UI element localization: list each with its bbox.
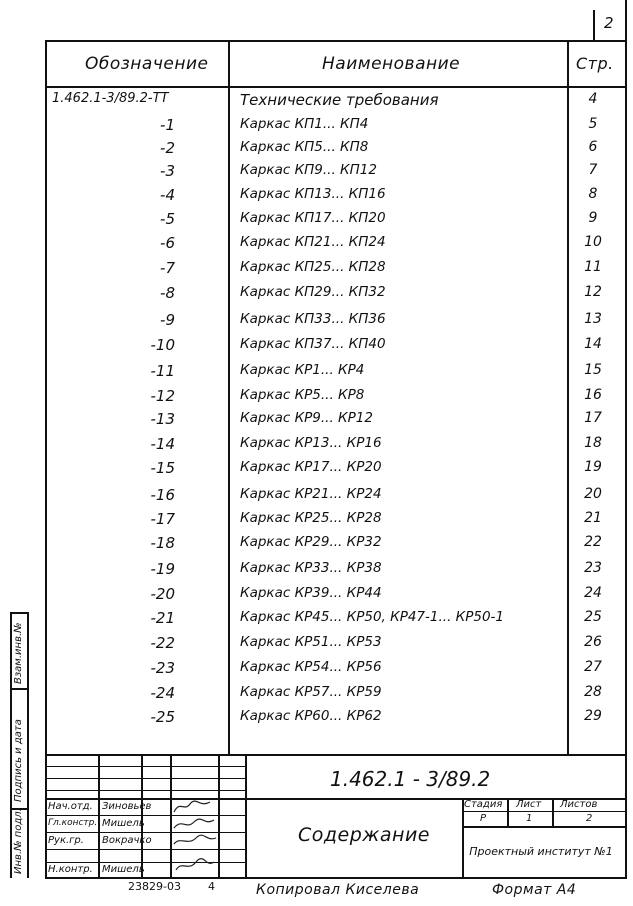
stamp-title: Содержание (298, 824, 430, 846)
row-page: 28 (584, 684, 602, 700)
row-page: 15 (584, 362, 602, 378)
row-name: Каркас КР60... КР62 (240, 708, 382, 724)
row-page: 9 (588, 210, 598, 226)
row-page: 16 (584, 387, 602, 403)
row-code: -18 (150, 534, 175, 552)
side-strip-line-2 (27, 612, 29, 878)
stage-line-1 (462, 811, 627, 812)
row-name: Каркас КП1... КП4 (240, 116, 369, 132)
row-page: 27 (584, 659, 602, 675)
paper-format: Формат А4 (492, 882, 577, 898)
row-code: -3 (160, 162, 175, 180)
stamp-top (45, 754, 627, 756)
row-code: -5 (160, 210, 175, 228)
stamp-line-b (45, 778, 247, 779)
stamp-vcol-5 (245, 754, 247, 878)
stage-vcol-2 (552, 798, 554, 828)
row-page: 21 (584, 510, 602, 526)
stamp-line-a (45, 766, 247, 767)
sheets-value: 2 (586, 813, 593, 824)
row-name: Каркас КР13... КР16 (240, 435, 382, 451)
row-name: Каркас КП29... КП32 (240, 284, 386, 300)
row-name: Каркас КП5... КП8 (240, 139, 369, 155)
row-name: Каркас КР17... КР20 (240, 459, 382, 475)
row-code: 1.462.1-3/89.2-ТТ (52, 91, 169, 106)
row-code: -13 (150, 410, 175, 428)
row-page: 11 (584, 259, 602, 275)
row-page: 17 (584, 410, 602, 426)
row-code: -17 (150, 510, 175, 528)
row-page: 8 (588, 186, 598, 202)
stamp-vcol-4 (218, 754, 220, 878)
header-designation: Обозначение (85, 54, 209, 74)
row-name: Каркас КП9... КП12 (240, 162, 377, 178)
stage-label: Стадия (464, 799, 503, 810)
row-name: Каркас КР5... КР8 (240, 387, 365, 403)
person-1: Зиновьев (102, 801, 152, 812)
frame-left (45, 40, 47, 878)
row-page: 18 (584, 435, 602, 451)
row-name: Каркас КП13... КП16 (240, 186, 386, 202)
row-name: Технические требования (240, 91, 439, 109)
row-name: Каркас КР1... КР4 (240, 362, 365, 378)
row-name: Каркас КП21... КП24 (240, 234, 386, 250)
copied-by: Копировал Киселева (256, 882, 420, 898)
stamp-vcol-2 (141, 754, 143, 878)
role-4: Н.контр. (48, 864, 93, 875)
row-code: -6 (160, 234, 175, 252)
role-1: Нач.отд. (48, 801, 93, 812)
person-3: Вокрачко (102, 835, 152, 846)
row-name: Каркас КП37... КП40 (240, 336, 386, 352)
sheet-box-left (593, 10, 595, 40)
archive-sheet: 4 (208, 880, 215, 893)
row-page: 7 (588, 162, 598, 178)
row-code: -11 (150, 362, 175, 380)
row-name: Каркас КР9... КР12 (240, 410, 373, 426)
sheet-label: Лист (516, 799, 542, 810)
side-label-sign: Подпись и дата (13, 719, 24, 802)
sheet-number: 2 (604, 14, 614, 32)
row-name: Каркас КР57... КР59 (240, 684, 382, 700)
frame-right (625, 0, 627, 878)
sheets-label: Листов (560, 799, 598, 810)
side-strip-line (10, 612, 12, 878)
row-page: 6 (588, 139, 598, 155)
stamp-bottom (45, 877, 627, 879)
archive-number: 23829-03 (128, 880, 181, 893)
row-page: 20 (584, 486, 602, 502)
row-page: 5 (588, 116, 598, 132)
row-code: -1 (160, 116, 175, 134)
stage-value: Р (480, 813, 487, 824)
col-divider-1 (228, 40, 230, 754)
row-name: Каркас КР25... КР28 (240, 510, 382, 526)
row-code: -25 (150, 708, 175, 726)
side-label-replace: Взам.инв.№ (13, 622, 24, 684)
header-page: Стр. (576, 54, 614, 73)
stage-line-2 (462, 826, 627, 828)
row-page: 14 (584, 336, 602, 352)
row-name: Каркас КР21... КР24 (240, 486, 382, 502)
row-code: -19 (150, 560, 175, 578)
row-code: -23 (150, 659, 175, 677)
header-bottom (45, 86, 627, 88)
row-code: -2 (160, 139, 175, 157)
row-code: -24 (150, 684, 175, 702)
org-name: Проектный институт №1 (469, 845, 613, 858)
row-name: Каркас КР39... КР44 (240, 585, 382, 601)
role-2: Гл.констр. (48, 818, 98, 828)
row-code: -15 (150, 459, 175, 477)
stamp-line-c (45, 790, 247, 791)
row-code: -7 (160, 259, 175, 277)
row-code: -4 (160, 186, 175, 204)
row-name: Каркас КП25... КП28 (240, 259, 386, 275)
row-code: -8 (160, 284, 175, 302)
row-name: Каркас КР33... КР38 (240, 560, 382, 576)
stamp-vcol-6 (462, 798, 464, 878)
table-top (45, 40, 627, 42)
header-name: Наименование (322, 54, 461, 74)
row-code: -9 (160, 311, 175, 329)
row-code: -20 (150, 585, 175, 603)
role-3: Рук.гр. (48, 835, 84, 846)
row-page: 4 (588, 91, 598, 107)
row-page: 29 (584, 708, 602, 724)
person-4: Мишель (102, 864, 145, 875)
row-name: Каркас КР51... КР53 (240, 634, 382, 650)
row-page: 26 (584, 634, 602, 650)
row-page: 24 (584, 585, 602, 601)
row-name: Каркас КР54... КР56 (240, 659, 382, 675)
row-code: -21 (150, 609, 175, 627)
side-strip-top (10, 612, 29, 614)
side-label-inv: Инв.№ подл. (13, 808, 24, 874)
row-name: Каркас КР45... КР50, КР47-1... КР50-1 (240, 609, 505, 625)
row-page: 12 (584, 284, 602, 300)
side-strip-div-1 (10, 688, 29, 690)
sheet-value: 1 (526, 813, 533, 824)
row-name: Каркас КР29... КР32 (240, 534, 382, 550)
row-page: 25 (584, 609, 602, 625)
row-code: -14 (150, 435, 175, 453)
row-name: Каркас КП17... КП20 (240, 210, 386, 226)
person-2: Мишель (102, 818, 145, 829)
stage-vcol-1 (507, 798, 509, 828)
row-page: 23 (584, 560, 602, 576)
row-page: 19 (584, 459, 602, 475)
signatures (170, 798, 218, 878)
row-page: 22 (584, 534, 602, 550)
row-code: -16 (150, 486, 175, 504)
row-code: -10 (150, 336, 175, 354)
row-page: 13 (584, 311, 602, 327)
row-code: -22 (150, 634, 175, 652)
stamp-vcol-1 (98, 754, 100, 878)
row-page: 10 (584, 234, 602, 250)
stamp-doc-code: 1.462.1 - 3/89.2 (330, 767, 491, 791)
row-name: Каркас КП33... КП36 (240, 311, 386, 327)
row-code: -12 (150, 387, 175, 405)
